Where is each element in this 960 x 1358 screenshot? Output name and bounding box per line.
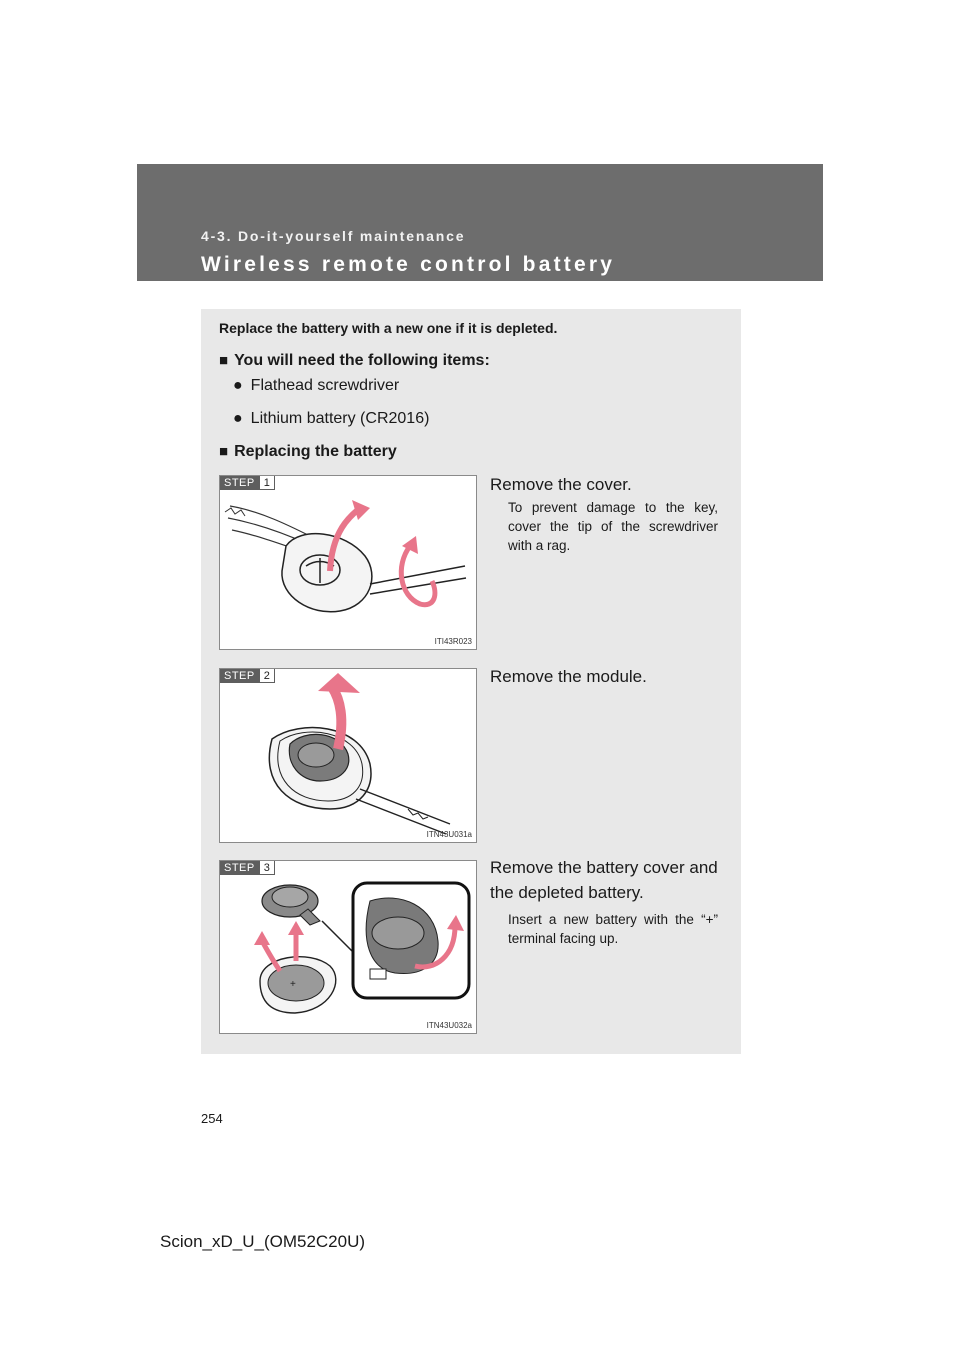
section-label: 4-3. Do-it-yourself maintenance <box>201 228 466 244</box>
figure-code: ITN43U031a <box>426 830 472 839</box>
bullet-icon: ● <box>233 410 243 427</box>
list-item <box>233 377 399 395</box>
square-bullet-icon: ■ <box>219 443 229 460</box>
items-heading <box>219 352 490 370</box>
page-number: 254 <box>201 1111 223 1126</box>
step-tag: STEP <box>220 861 259 875</box>
step-1-label <box>220 476 275 490</box>
page-title: Wireless remote control battery <box>201 253 616 276</box>
replace-heading-label: Replacing the battery <box>234 443 397 460</box>
replace-heading <box>219 443 397 461</box>
figure-code: ITI43R023 <box>434 637 472 646</box>
step-tag: STEP <box>220 669 259 683</box>
step-number: 2 <box>259 669 275 683</box>
step-1-note: To prevent damage to the key, cover the tip of the screwdriver with a rag. <box>508 500 718 553</box>
figure-code: ITN43U032a <box>426 1021 472 1030</box>
module-removal-illustration <box>220 669 476 842</box>
step-3-figure <box>219 860 477 1034</box>
step-tag: STEP <box>220 476 259 490</box>
step-3-label <box>220 861 275 875</box>
step-number: 1 <box>259 476 275 490</box>
intro-text: Replace the battery with a new one if it is depleted. <box>219 320 558 336</box>
items-heading-label: You will need the following items: <box>234 352 490 369</box>
step-3-note: Insert a new battery with the “+” terminal facing up. <box>508 912 718 946</box>
svg-text:+: + <box>290 979 296 990</box>
step-2-figure <box>219 668 477 843</box>
key-cover-removal-illustration <box>220 476 476 649</box>
step-1-figure <box>219 475 477 650</box>
square-bullet-icon: ■ <box>219 352 229 369</box>
list-item-text: Lithium battery (CR2016) <box>250 410 430 427</box>
step-1-text: Remove the cover. <box>490 475 632 494</box>
footer-doc-id: Scion_xD_U_(OM52C20U) <box>160 1232 366 1251</box>
battery-removal-illustration <box>220 861 476 1033</box>
list-item-text: Flathead screwdriver <box>250 377 400 394</box>
list-item <box>233 410 429 428</box>
step-number: 3 <box>259 861 275 875</box>
step-2-label <box>220 669 275 683</box>
step-3-text: Remove the battery cover and the depleted battery. <box>490 858 718 902</box>
bullet-icon: ● <box>233 377 243 394</box>
step-2-text: Remove the module. <box>490 667 647 686</box>
